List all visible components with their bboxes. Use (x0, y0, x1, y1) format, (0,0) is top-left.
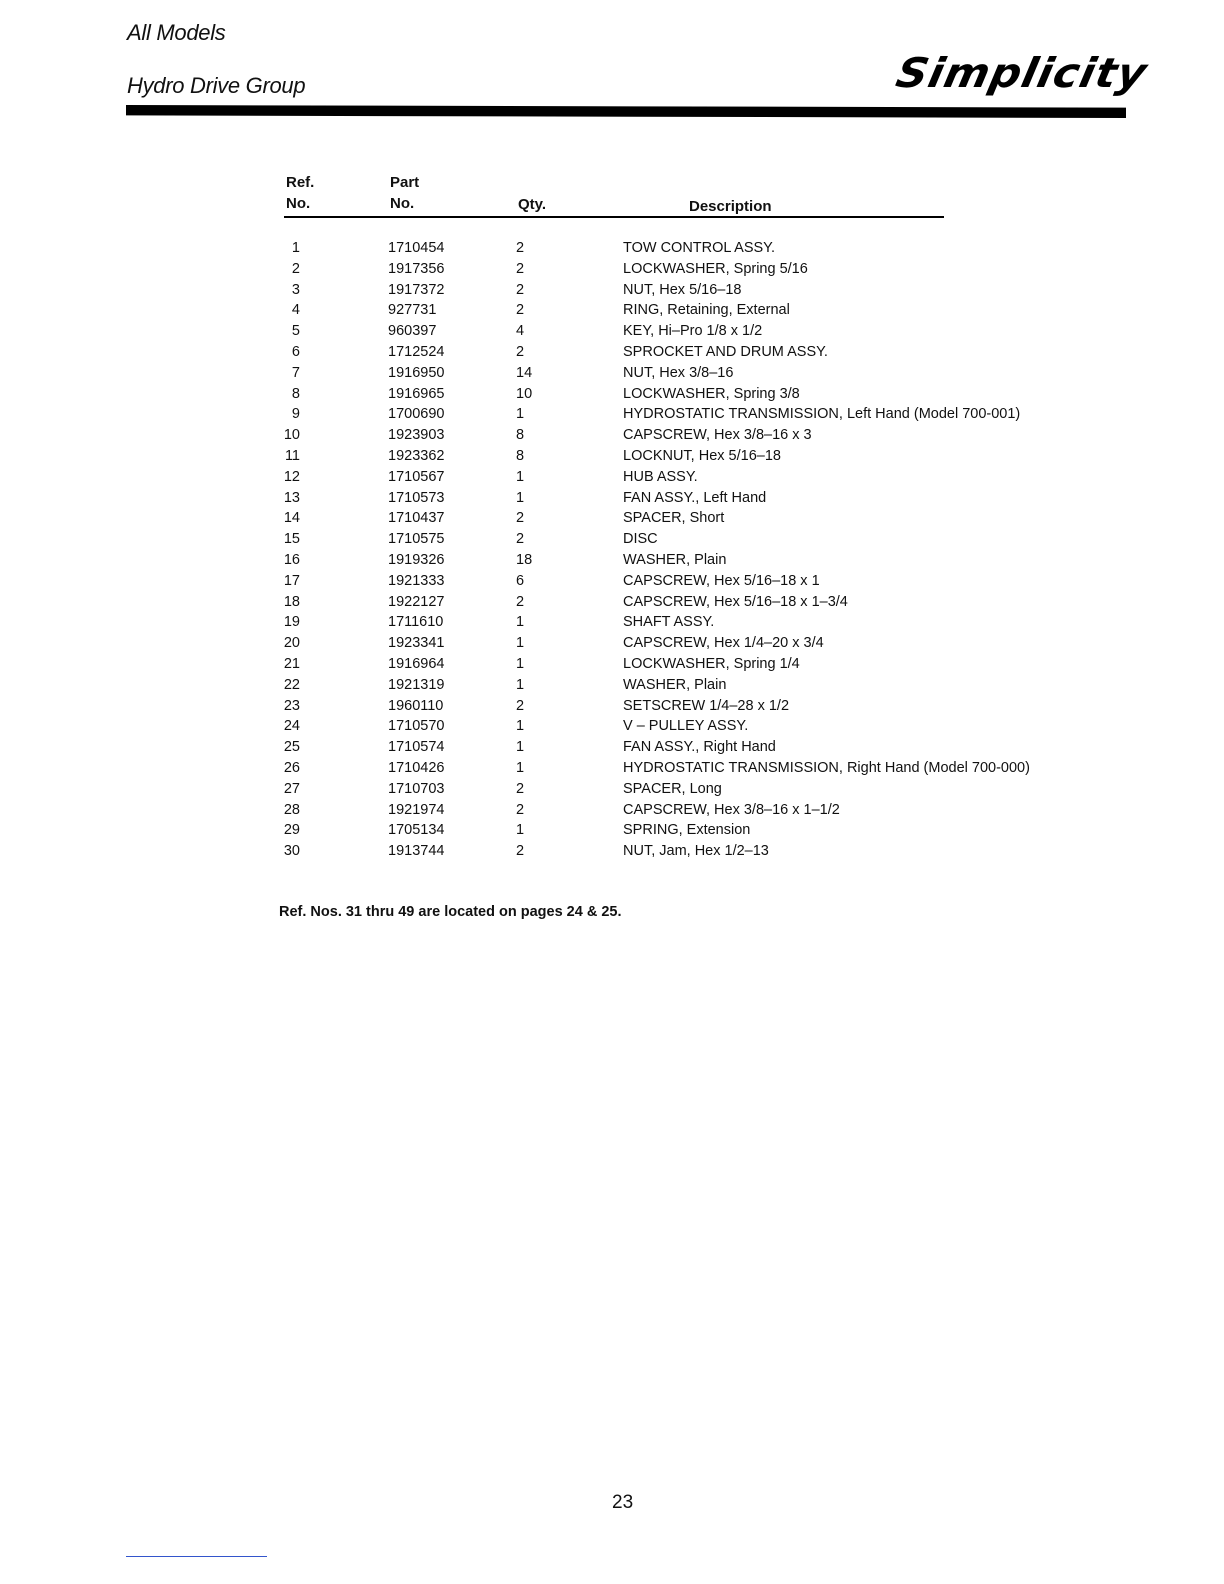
header-models: All Models (127, 20, 226, 45)
table-row (276, 550, 1096, 571)
description: HYDROSTATIC TRANSMISSION, Left Hand (Model 700-001) (623, 406, 1021, 423)
ref-number: 8 (291, 385, 300, 402)
ref-number: 20 (283, 635, 300, 652)
table-row (276, 508, 1096, 529)
table-row (276, 696, 1096, 717)
description: KEY, Hi–Pro 1/8 x 1/2 (623, 323, 763, 340)
quantity: 2 (516, 593, 525, 610)
description: SPACER, Long (623, 780, 722, 797)
ref-number: 19 (283, 614, 300, 631)
description: CAPSCREW, Hex 3/8–16 x 1–1/2 (623, 801, 840, 818)
part-number: 1917372 (388, 281, 445, 298)
ref-number: 2 (291, 260, 300, 277)
description: SETSCREW 1/4–28 x 1/2 (623, 697, 790, 714)
quantity: 1 (516, 468, 525, 485)
part-number: 1712524 (388, 343, 445, 360)
table-row (276, 592, 1096, 613)
description: LOCKWASHER, Spring 3/8 (623, 385, 800, 402)
ref-number: 4 (291, 302, 300, 319)
header-group-title: Hydro Drive Group (127, 73, 306, 98)
description: LOCKWASHER, Spring 5/16 (623, 260, 808, 277)
table-row (276, 259, 1096, 280)
ref-number: 25 (283, 739, 300, 756)
part-number: 1921319 (388, 676, 445, 693)
quantity: 1 (516, 676, 525, 693)
part-number: 1921333 (388, 572, 445, 589)
description: WASHER, Plain (623, 551, 727, 568)
part-number: 1919326 (388, 551, 445, 568)
part-number: 1960110 (388, 697, 444, 714)
quantity: 10 (516, 385, 533, 402)
brand-logo: Simplicity (891, 50, 1152, 98)
description: NUT, Hex 5/16–18 (623, 281, 742, 298)
part-number: 1710437 (388, 510, 445, 527)
quantity: 1 (516, 655, 525, 672)
ref-number: 11 (284, 447, 300, 464)
table-row (276, 612, 1096, 633)
ref-number: 6 (291, 343, 300, 360)
quantity: 2 (516, 240, 525, 256)
ref-number: 28 (283, 801, 300, 818)
description: CAPSCREW, Hex 5/16–18 x 1–3/4 (623, 593, 848, 610)
description: FAN ASSY., Left Hand (623, 489, 767, 506)
description: SPACER, Short (623, 510, 725, 527)
part-number: 1923903 (388, 427, 445, 444)
description: FAN ASSY., Right Hand (623, 739, 776, 756)
description: DISC (623, 531, 658, 548)
quantity: 2 (516, 801, 525, 818)
ref-number: 23 (283, 697, 300, 714)
table-row (276, 280, 1096, 301)
description: HYDROSTATIC TRANSMISSION, Right Hand (Model 700-000) (623, 759, 1030, 776)
table-row (276, 363, 1096, 384)
table-row (276, 467, 1096, 488)
part-number: 1913744 (388, 843, 445, 860)
table-row (276, 737, 1096, 758)
ref-number: 24 (283, 718, 300, 735)
quantity: 4 (516, 323, 525, 340)
page-number: 23 (612, 1492, 634, 1513)
table-row (276, 675, 1096, 696)
table-row (276, 488, 1096, 509)
quantity: 1 (516, 614, 525, 631)
ref-number: 3 (291, 281, 300, 298)
description: WASHER, Plain (623, 676, 727, 693)
description: RING, Retaining, External (623, 302, 790, 319)
column-header-ref (286, 172, 314, 214)
quantity: 1 (516, 406, 525, 423)
part-number: 960397 (388, 323, 437, 340)
description: LOCKNUT, Hex 5/16–18 (623, 447, 781, 464)
part-number: 1705134 (388, 822, 445, 839)
part-number: 1922127 (388, 593, 445, 610)
quantity: 2 (516, 343, 525, 360)
quantity: 2 (516, 510, 525, 527)
ref-number: 27 (283, 780, 300, 797)
table-row (276, 238, 1096, 259)
quantity: 1 (516, 718, 525, 735)
part-number: 1710573 (388, 489, 445, 506)
quantity: 18 (516, 551, 533, 568)
ref-number: 15 (283, 531, 300, 548)
ref-number: 21 (283, 655, 300, 672)
part-number: 1710703 (388, 780, 445, 797)
quantity: 1 (516, 489, 525, 506)
part-number: 1916950 (388, 364, 445, 381)
quantity: 2 (516, 260, 525, 277)
ref-number: 13 (283, 489, 300, 506)
description: TOW CONTROL ASSY. (623, 240, 776, 256)
table-row (276, 841, 1096, 862)
table-row (276, 633, 1096, 654)
description: V – PULLEY ASSY. (623, 718, 749, 735)
part-number: 1917356 (388, 260, 445, 277)
quantity: 2 (516, 302, 525, 319)
ref-number: 9 (291, 406, 300, 423)
table-row (276, 800, 1096, 821)
table-row (276, 779, 1096, 800)
ref-number: 16 (283, 551, 300, 568)
quantity: 2 (516, 531, 525, 548)
quantity: 2 (516, 697, 525, 714)
table-row (276, 529, 1096, 550)
quantity: 8 (516, 447, 525, 464)
quantity: 14 (516, 364, 533, 381)
part-number: 1916965 (388, 385, 445, 402)
quantity: 1 (516, 759, 525, 776)
quantity: 1 (516, 635, 525, 652)
quantity: 2 (516, 780, 525, 797)
table-row (276, 446, 1096, 467)
table-row (276, 571, 1096, 592)
part-number: 1921974 (388, 801, 445, 818)
ref-number: 18 (283, 593, 300, 610)
part-number: 1923362 (388, 447, 445, 464)
ref-number: 10 (283, 427, 300, 444)
description: NUT, Hex 3/8–16 (623, 364, 734, 381)
column-header-part-line2: No. (390, 195, 415, 212)
table-row (276, 342, 1096, 363)
quantity: 2 (516, 281, 525, 298)
footnote: Ref. Nos. 31 thru 49 are located on pages 24 & 25. (279, 904, 622, 920)
ref-number: 26 (283, 759, 300, 776)
ref-number: 29 (283, 822, 300, 839)
description: SPRING, Extension (623, 822, 751, 839)
ref-number: 12 (283, 468, 300, 485)
description: CAPSCREW, Hex 3/8–16 x 3 (623, 427, 812, 444)
description: LOCKWASHER, Spring 1/4 (623, 655, 800, 672)
description: SHAFT ASSY. (623, 614, 715, 631)
table-row (276, 384, 1096, 405)
header-divider (126, 105, 1126, 118)
ref-number: 30 (283, 843, 300, 860)
quantity: 1 (516, 739, 525, 756)
part-number: 1923341 (388, 635, 445, 652)
part-number: 1710575 (388, 531, 445, 548)
parts-list (276, 238, 1096, 862)
ref-number: 22 (283, 676, 300, 693)
part-number: 1710574 (388, 739, 445, 756)
ref-number: 17 (283, 572, 300, 589)
table-row (276, 716, 1096, 737)
table-row (276, 300, 1096, 321)
description: HUB ASSY. (623, 468, 698, 485)
part-number: 927731 (388, 302, 437, 319)
ref-number: 1 (291, 240, 300, 256)
quantity: 6 (516, 572, 525, 589)
part-number: 1710426 (388, 759, 445, 776)
column-header-qty: Qty. (518, 196, 547, 213)
ref-number: 7 (291, 364, 300, 381)
part-number: 1710570 (388, 718, 445, 735)
column-header-ref-line1: Ref. (286, 174, 315, 191)
table-row (276, 654, 1096, 675)
column-header-description: Description (689, 198, 772, 215)
table-row (276, 425, 1096, 446)
margin-line (126, 1556, 267, 1557)
quantity: 1 (516, 822, 525, 839)
column-header-part (390, 172, 419, 214)
table-header-rule (284, 216, 944, 218)
part-number: 1710567 (388, 468, 445, 485)
table-row (276, 404, 1096, 425)
description: CAPSCREW, Hex 1/4–20 x 3/4 (623, 635, 824, 652)
quantity: 8 (516, 427, 525, 444)
description: NUT, Jam, Hex 1/2–13 (623, 843, 769, 860)
description: CAPSCREW, Hex 5/16–18 x 1 (623, 572, 820, 589)
description: SPROCKET AND DRUM ASSY. (623, 343, 828, 360)
part-number: 1916964 (388, 655, 445, 672)
table-row (276, 820, 1096, 841)
quantity: 2 (516, 843, 525, 860)
table-row (276, 321, 1096, 342)
ref-number: 14 (283, 510, 300, 527)
column-header-ref-line2: No. (286, 195, 311, 212)
table-row (276, 758, 1096, 779)
part-number: 1700690 (388, 406, 445, 423)
part-number: 1711610 (388, 614, 444, 631)
ref-number: 5 (291, 323, 300, 340)
column-header-part-line1: Part (390, 174, 420, 191)
part-number: 1710454 (388, 240, 445, 256)
